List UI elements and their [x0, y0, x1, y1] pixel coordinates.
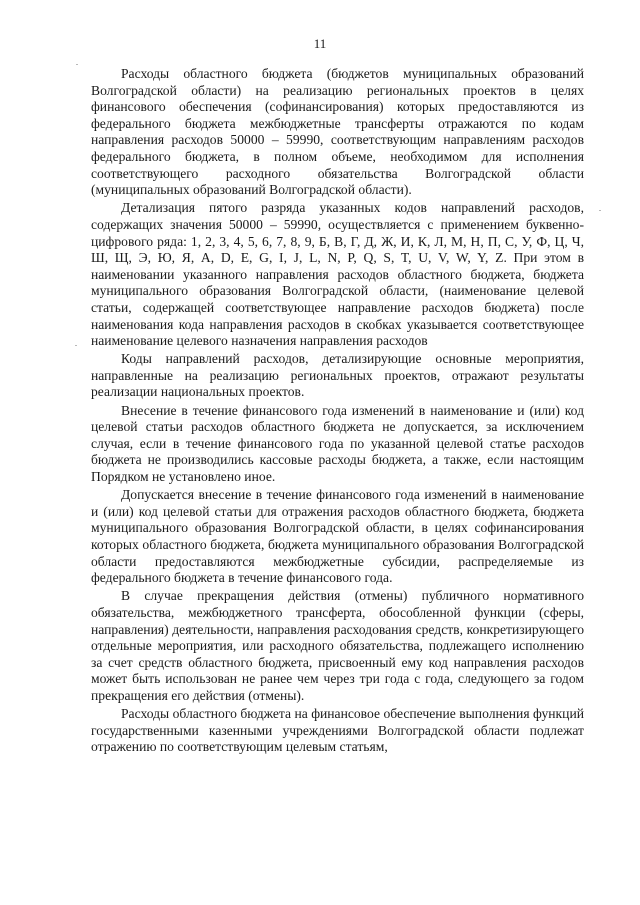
paragraph-termination-of-obligation: В случае прекращения действия (отмены) публичного нормативного обязательства, межбюджетного трансферта, обособленной функции (сферы, направления) деятельности, направления расходования средств, конкретизирующего отдельные мероприятия, или расходного обязательства, подлежащего исполнению за счет средств областного бюджета, присвоенный ему код направления расходов может быть использован не ранее чем через три года с года, следующего за годом прекращения его действия (отмены). [91, 588, 584, 703]
paragraph-changes-not-allowed: Внесение в течение финансового года изменений в наименование и (или) код целевой статьи расходов областного бюджета не допускается, за исключением случая, если в течение финансового года по указанной целевой статье расходов бюджета не производились кассовые расходы бюджета, а также, если настоящим Порядком не установлено иное. [91, 402, 584, 485]
page-number: 11 [313, 36, 327, 51]
paragraph-expense-direction-codes: Коды направлений расходов, детализирующие основные мероприятия, направленные на реализацию региональных проектов, отражают результаты реализации национальных проектов. [91, 351, 584, 400]
paragraph-state-institutions-expenses: Расходы областного бюджета на финансовое обеспечение выполнения функций государственными казенными учреждениями Волгоградской области подлежат отражению по соответствующим целевым статьям, [91, 706, 584, 755]
paragraph-changes-allowed: Допускается внесение в течение финансового года изменений в наименование и (или) код целевой статьи для отражения расходов областного бюджета, бюджета муниципального образования Волгоградской области, в целях софинансирования которых областного бюджета, бюджета муниципального образования Волгоградской области предоставляются межбюджетные субсидии, распределяемые из федерального бюджета в течение финансового года. [91, 487, 584, 586]
paragraph-regional-projects-expenses: Расходы областного бюджета (бюджетов муниципальных образований Волгоградской области) на реализацию региональных проектов в целях финансового обеспечения (софинансирования) которых предоставляются из федерального бюджета межбюджетные трансферты отражаются по кодам направления расходов 50000 – 59990, соответствующим направлениям расходов федерального бюджета, в полном объеме, необходимом для исполнения соответствующего расходного обязательства Волгоградской области (муниципальных образований Волгоградской области). [91, 66, 584, 198]
scan-speck [76, 64, 78, 65]
scan-speck [599, 210, 601, 211]
document-body [91, 66, 584, 758]
scan-speck [75, 345, 77, 346]
paragraph-fifth-digit-detailing: Детализация пятого разряда указанных кодов направлений расходов, содержащих значения 50000 – 59990, осуществляется с применением буквенно-цифрового ряда: 1, 2, 3, 4, 5, 6, 7, 8, 9, Б, В, Г, Д, Ж, И, К, Л, М, Н, П, С, У, Ф, Ц, Ч, Ш, Щ, Э, Ю, Я, A, D, E, G, I, J, L, N, P, Q, S, T, U, V, W, Y, Z. При этом в наименовании указанного направления расходов областного бюджета, бюджета муниципального образования Волгоградской области, (наименование целевой статьи, содержащей соответствующее направление расходов бюджета) после наименования кода направления расходов в скобках указывается соответствующее наименование целевого назначения направления расходов [91, 200, 584, 349]
